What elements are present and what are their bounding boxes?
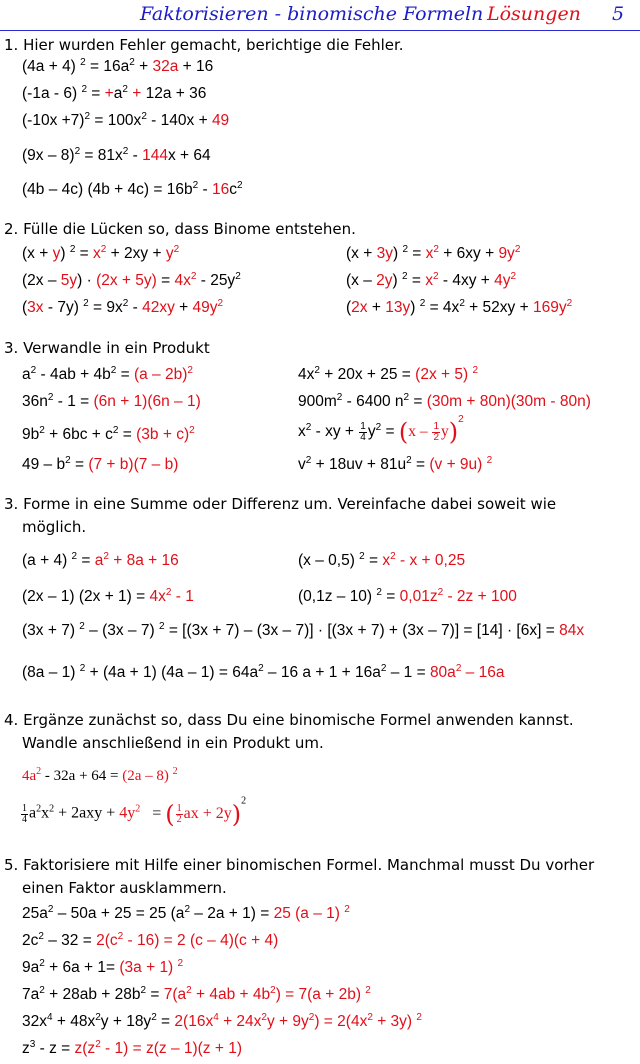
task-4-b: (x – 0,5) $^2 = x^2 - x + 0,25$ xyxy=(298,551,466,569)
task-4-c: (2x – 1) $(2x + 1) = 4x^2 - 1$ xyxy=(22,587,194,605)
task-3-b: $4x^2 + 20x + 25 = (2x + 5)$ $^2$ xyxy=(298,365,479,383)
task-3-heading: 3. Verwandle in ein Produkt xyxy=(4,339,210,357)
task-2-d: (x – 2y) $^2 = x^2 - 4xy + 4y^2$ xyxy=(346,271,517,289)
task-3-f: $x^2$ - xy + $\frac{1}{4}$ $y^2 = (x$ – $\frac{1}{2}$ y)$^2$ xyxy=(298,414,464,446)
task-6-a: $25a^2 - 50a + 25 = 25$ $(a^2 - 2a + 1) = 25$ (a – 1) $^2$ xyxy=(22,904,350,922)
task-4-f: (8a – 1) $^2$ + (4a + 1) $(4a - 1) = 64a^2 - 16$ $a + 1 + 16a^2 - 1 = 80a^2 - 16a$ xyxy=(22,663,505,681)
task-6-c: $9a^2 + 6a + 1= (3a + 1)$ $^2$ xyxy=(22,958,184,976)
task-6-e: $32x^4 + 48x^2y + 18y^2 = 2(16x^4 + 24x^2y + 9y^2) = 2(4x^2 + 3y)$ $^2$ xyxy=(22,1012,422,1030)
task-4-a: (a + 4) $^2 = a^2 + 8a + 16$ xyxy=(22,551,179,569)
task-3-e: $9b^2 + 6bc + c^2 = (3b + c)^2$ xyxy=(22,425,195,443)
task-6-heading-line-1: 5. Faktorisiere mit Hilfe einer binomischen Formel. Manchmal musst Du vorher xyxy=(4,856,595,874)
task-2-a: (x + y) $^2 = x^2 + 2xy + y^2$ xyxy=(22,244,180,262)
task-2-e: (3x - 7y) $^2 = 9x^2 - 42xy + 49y^2$ xyxy=(22,298,224,316)
task-6-heading-line-2: einen Faktor ausklammern. xyxy=(22,879,227,897)
page-header xyxy=(0,0,640,31)
task-6-d: $7a^2 + 28ab + 28b^2 = 7(a^2 + 4ab + 4b^2) = 7(a + 2b)$ $^2$ xyxy=(22,985,371,1003)
task-5-b: $\frac{1}{4}$ $a^2x^2 + 2axy + 4y^2$ = ( $\frac{1}{2}$ ax + 2y)$^2$ xyxy=(22,795,247,828)
task-4-heading-line-2: möglich. xyxy=(22,518,87,536)
solutions-label: Lösungen xyxy=(487,3,581,25)
task-1-heading: 1. Hier wurden Fehler gemacht, berichtige die Fehler. xyxy=(4,36,404,54)
task-1-line-4: $(9x - 8)^2 = 81x^2 - 144x + 64$ xyxy=(22,146,211,164)
task-4-d: (0,1z – 10) $^2 = 0,01z^2 - 2z + 100$ xyxy=(298,587,517,605)
task-5-a: $4a^2 - 32a + 64 = (2a - 8)$ $^2$ xyxy=(22,766,178,784)
task-3-a: $a^2 - 4ab + 4b^2 = (a - 2b)^2$ xyxy=(22,365,193,383)
task-6-f: $z^3 - z = z(z^2 - 1) = z(z - 1)(z + 1)$ xyxy=(22,1039,243,1057)
task-3-g: $49 - b^2 = (7 + b)(7 - b)$ xyxy=(22,455,179,473)
page-number: 5 xyxy=(612,3,625,25)
task-6-b: $2c^2 - 32 = 2(c^2 - 16) = 2$ (c – 4)(c + 4) xyxy=(22,931,279,949)
worksheet-title: Faktorisieren - binomische Formeln xyxy=(140,3,484,25)
task-2-b: (x + 3y) $^2 = x^2 + 6xy + 9y^2$ xyxy=(346,244,521,262)
task-5-heading-line-2: Wandle anschließend in ein Produkt um. xyxy=(22,734,324,752)
task-2-c: $(2x - 5y) \cdot (2x + 5y) = 4x^2 - 25y^2$ xyxy=(22,271,241,289)
task-1-line-1: (4a + 4) $^2 = 16a^2 + 32a + 16$ xyxy=(22,57,214,75)
task-4-heading-line-1: 3. Forme in eine Summe oder Differenz um. Vereinfache dabei soweit wie xyxy=(4,495,557,513)
task-4-e: (3x + 7) $^2$ – (3x – 7) $^2$ = [(3x + 7) – (3x – 7)] · [(3x + 7) + (3x – 7)] = [14] · [6x] = 84x xyxy=(22,621,585,639)
task-1-line-3: $(-10x +7)^2 = 100x^2 - 140x + 49$ xyxy=(22,111,230,129)
task-2-heading: 2. Fülle die Lücken so, dass Binome entstehen. xyxy=(4,220,356,238)
task-3-h: $v^2 + 18uv + 81u^2 = (v + 9u)$ $^2$ xyxy=(298,455,493,473)
task-5-heading-line-1: 4. Ergänze zunächst so, dass Du eine binomische Formel anwenden kannst. xyxy=(4,711,574,729)
task-1-line-2: (-1a - 6) $^2 = +a^2 + 12a + 36$ xyxy=(22,84,207,102)
task-2-f: (2x + 13y) $^2 = 4x^2 + 52xy + 169y^2$ xyxy=(346,298,573,316)
task-3-d: $900m^2 - 6400$ $n^2 = (30m + 80n)(30m - 80n)$ xyxy=(298,392,591,410)
task-3-c: $36n^2 - 1 = (6n + 1)(6n - 1)$ xyxy=(22,392,201,410)
task-1-line-5: (4b – 4c) $(4b + 4c) = 16b^2 - 16c^2$ xyxy=(22,180,243,198)
